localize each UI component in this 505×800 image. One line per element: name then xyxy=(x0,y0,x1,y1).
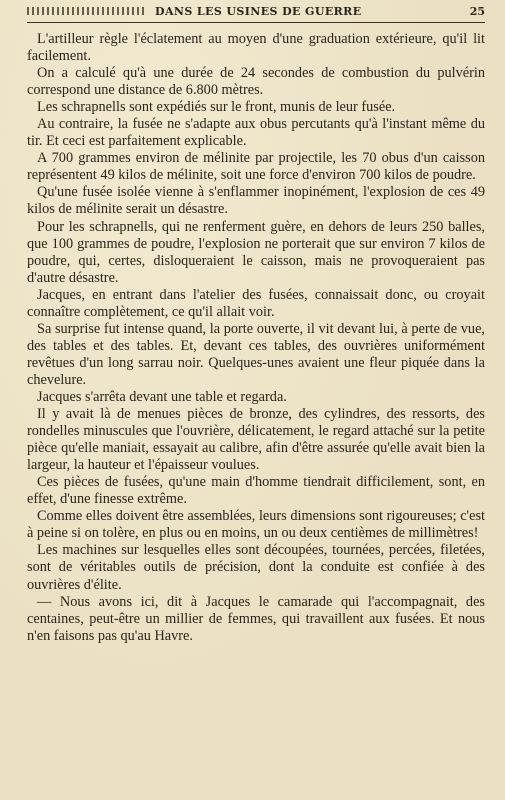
paragraph: — Nous avons ici, dit à Jacques le camarade qui l'accompagnait, des centaines, peut-être un millier de femmes, qui travaillent aux fusées. Et nous n'en faisons pas qu'au Havre. xyxy=(27,593,485,644)
paragraph: Les schrapnells sont expédiés sur le front, munis de leur fusée. xyxy=(37,99,396,116)
paragraph: On a calculé qu'à une durée de 24 secondes de combustion du pulvérin correspond une distance de 6.800 mètres. xyxy=(27,65,485,99)
page-number: 25 xyxy=(469,5,485,18)
paragraph: Ces pièces de fusées, qu'une main d'homme tiendrait difficilement, sont, en effet, d'une finesse extrême. xyxy=(27,474,485,508)
paragraph: Au contraire, la fusée ne s'adapte aux obus percutants qu'à l'instant même du tir. Et ceci est parfaitement explicable. xyxy=(27,116,485,150)
paragraph: L'artilleur règle l'éclatement au moyen d'une graduation extérieure, qu'il lit facilement. xyxy=(27,31,485,65)
running-title: DANS LES USINES DE GUERRE xyxy=(155,5,362,18)
paragraph: Les machines sur lesquelles elles sont découpées, tournées, percées, filetées, sont de véritables outils de précision, dont la conduite est confiée à des ouvrières d'élite. xyxy=(27,542,485,593)
paragraph: Pour les schrapnells, qui ne renferment guère, en dehors de leurs 250 balles, que 100 grammes de poudre, l'explosion ne porterait que sur environ 7 kilos de poudre, qui, certes, disloqueraient le caisson, mais ne provoqueraient pas d'autre désastre. xyxy=(27,218,485,286)
paragraph: Qu'une fusée isolée vienne à s'enflammer inopinément, l'explosion de ces 49 kilos de mélinite serait un désastre. xyxy=(27,184,485,218)
paragraph: Jacques s'arrêta devant une table et regarda. xyxy=(37,388,287,405)
paragraph: Jacques, en entrant dans l'atelier des fusées, connaissait donc, ou croyait connaître complètement, ce qu'il allait voir. xyxy=(27,286,485,320)
paragraph: A 700 grammes environ de mélinite par projectile, les 70 obus d'un caisson représentent 49 kilos de mélinite, soit une force d'environ 700 kilos de poudre. xyxy=(27,150,485,184)
page-header xyxy=(27,4,485,23)
paragraph: Il y avait là de menues pièces de bronze, des cylindres, des ressorts, des rondelles minuscules que l'ouvrière, délicatement, le regard attaché sur la petite pièce qu'elle maniait, essayait au calibre, afin d'être assurée qu'elle avait bien la largeur, la hauteur et l'épaisseur voulues. xyxy=(27,406,485,474)
paragraph: Sa surprise fut intense quand, la porte ouverte, il vit devant lui, à perte de vue, des tables et des tables. Et, devant ces tables, des ouvrières uniformément revêtues d'un long sarrau noir. Quelques-unes avaient une fleur piquée dans la chevelure. xyxy=(27,320,485,388)
header-ornament xyxy=(27,7,145,15)
body-text xyxy=(27,31,485,645)
paragraph: Comme elles doivent être assemblées, leurs dimensions sont rigoureuses; c'est à peine si on tolère, en plus ou en moins, un ou deux centièmes de millimètres! xyxy=(27,508,485,542)
